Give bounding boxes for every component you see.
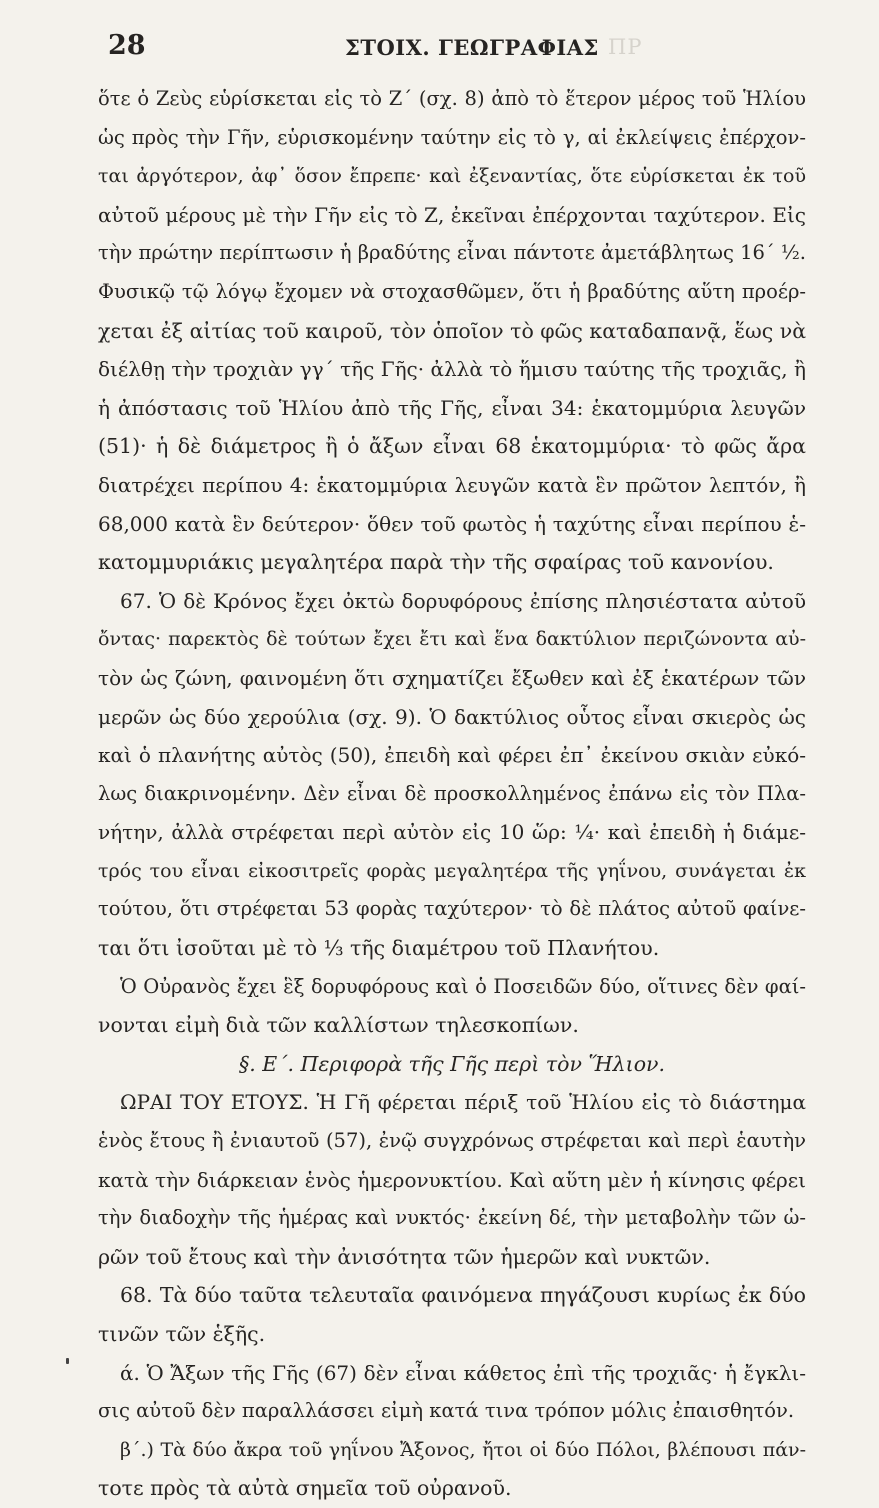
text-line: 67. Ὁ δὲ Κρόνος ἔχει ὀκτὼ δορυφόρους ἐπίσης πλησιέστατα αὐτοῦ [120, 588, 806, 613]
text-line: τούτου, ὅτι στρέφεται 53 φορὰς ταχύτερον· τὸ δὲ πλάτος αὐτοῦ φαίνε- [98, 897, 806, 921]
text-line: ἡ ἀπόστασις τοῦ Ἡλίου ἀπὸ τῆς Γῆς, εἶναι 34: ἑκατομμύρια λευγῶν [98, 395, 806, 420]
text-line: καὶ ὁ πλανήτης αὐτὸς (50), ἐπειδὴ καὶ φέρει ἐπ᾽ ἐκείνου σκιὰν εὐκό- [98, 743, 806, 768]
text-line: τὴν διαδοχὴν τῆς ἡμέρας καὶ νυκτός· ἐκείνη δέ, τὴν μεταβολὴν τῶν ὡ- [98, 1206, 806, 1230]
text-line: χεται ἐξ αἰτίας τοῦ καιροῦ, τὸν ὁποῖον τὸ φῶς καταδαπανᾷ, ἕως νὰ [98, 318, 806, 343]
text-line: τὴν πρώτην περίπτωσιν ἡ βραδύτης εἶναι πάντοτε ἀμετάβλητως 16΄ ½. [98, 241, 806, 265]
page-number: 28 [108, 30, 146, 61]
text-line: Ὁ Οὐρανὸς ἔχει ἓξ δορυφόρους καὶ ὁ Ποσειδῶν δύο, οἵτινες δὲν φαί- [120, 974, 806, 998]
text-line: τοτε πρὸς τὰ αὐτὰ σημεῖα τοῦ οὐρανοῦ. [98, 1476, 512, 1501]
text-line: ἑνὸς ἔτους ἢ ἐνιαυτοῦ (57), ἐνῷ συγχρόνως στρέφεται καὶ περὶ ἑαυτὴν [98, 1129, 806, 1153]
text-line: τινῶν τῶν ἑξῆς. [98, 1322, 266, 1346]
text-line: τὸν ὡς ζώνη, φαινομένη ὅτι σχηματίζει ἔξωθεν καὶ ἐξ ἑκατέρων τῶν [98, 665, 806, 690]
text-line: νήτην, ἀλλὰ στρέφεται περὶ αὐτὸν εἰς 10 ὥρ: ¼· καὶ ἐπειδὴ ἡ διάμε- [98, 820, 806, 845]
text-line: ὡς πρὸς τὴν Γῆν, εὑρισκομένην ταύτην εἰς τὸ γ, αἱ ἐκλείψεις ἐπέρχον- [98, 125, 806, 149]
text-line: 68,000 κατὰ ἓν δεύτερον· ὅθεν τοῦ φωτὸς ἡ ταχύτης εἶναι περίπου ἑ- [98, 511, 806, 536]
running-head [108, 28, 819, 68]
text-line: ά. Ὁ Ἄξων τῆς Γῆς (67) δὲν εἶναι κάθετος ἐπὶ τῆς τροχιᾶς· ἡ ἔγκλι- [120, 1360, 806, 1385]
text-line: λως διακρινομένην. Δὲν εἶναι δὲ προσκολλημένος ἐπάνω εἰς τὸν Πλα- [98, 781, 806, 805]
text-line: ται ὅτι ἰσοῦται μὲ τὸ ⅓ τῆς διαμέτρου τοῦ Πλανήτου. [98, 936, 660, 961]
text-line: νονται εἰμὴ διὰ τῶν καλλίστων τηλεσκοπίων. [98, 1013, 579, 1038]
text-line: β΄.) Τὰ δύο ἄκρα τοῦ γηΐνου Ἄξονος, ἤτοι οἱ δύο Πόλοι, βλέπουσι πάν- [120, 1438, 806, 1461]
text-line: 68. Τὰ δύο ταῦτα τελευταῖα φαινόμενα πηγάζουσι κυρίως ἐκ δύο [120, 1283, 806, 1308]
text-line: ὅτε ὁ Ζεὺς εὑρίσκεται εἰς τὸ Ζ΄ (σχ. 8) ἀπὸ τὸ ἕτερον μέρος τοῦ Ἡλίου [98, 87, 806, 110]
body-text [98, 80, 806, 1508]
text-line: κατὰ τὴν διάρκειαν ἑνὸς ἡμερονυκτίου. Καὶ αὕτη μὲν ἡ κίνησις φέρει [98, 1167, 806, 1192]
text-line: ρῶν τοῦ ἔτους καὶ τὴν ἀνισότητα τῶν ἡμερῶν καὶ νυκτῶν. [98, 1244, 711, 1269]
section-heading: §. Ε΄. Περιφορὰ τῆς Γῆς περὶ τὸν Ἥλιον. [238, 1051, 666, 1076]
text-line: Φυσικῷ τῷ λόγῳ ἔχομεν νὰ στοχασθῶμεν, ὅτι ἡ βραδύτης αὕτη προέρ- [98, 279, 806, 303]
text-line: διατρέχει περίπου 4: ἑκατομμύρια λευγῶν κατὰ ἓν πρῶτον λεπτόν, ἢ [98, 472, 806, 497]
text-line: διέλθῃ τὴν τροχιὰν γγ΄ τῆς Γῆς· ἀλλὰ τὸ ἥμισυ ταύτης τῆς τροχιᾶς, ἢ [98, 357, 806, 382]
text-line: αὐτοῦ μέρους μὲ τὴν Γῆν εἰς τὸ Ζ, ἐκεῖναι ἐπέρχονται ταχύτερον. Εἰς [98, 202, 806, 227]
bleed-through-text: ΠΡ [608, 35, 643, 59]
text-line: ται ἀργότερον, ἀφ᾽ ὅσον ἔπρεπε· καὶ ἐξεναντίας, ὅτε εὑρίσκεται ἐκ τοῦ [98, 165, 806, 188]
text-line: σις αὐτοῦ δὲν παραλλάσσει εἰμὴ κατά τινα τρόπον μόλις ἐπαισθητόν. [98, 1399, 795, 1423]
text-line: τρός του εἶναι εἰκοσιτρεῖς φορὰς μεγαλητέρα τῆς γηΐνου, συνάγεται ἐκ [98, 859, 806, 882]
text-line: ΩΡΑΙ ΤΟΥ ΕΤΟΥΣ. Ἡ Γῆ φέρεται πέριξ τοῦ Ἡλίου εἰς τὸ διάστημα [120, 1090, 806, 1115]
ink-speck [66, 1358, 69, 1364]
running-title: ΣΤΟΙΧ. ΓΕΩΓΡΑΦΙΑΣ [345, 35, 599, 60]
text-line: ὄντας· παρεκτὸς δὲ τούτων ἔχει ἔτι καὶ ἕνα δακτύλιον περιζώνοντα αὐ- [98, 628, 806, 651]
text-line: μερῶν ὡς δύο χερούλια (σχ. 9). Ὁ δακτύλιος οὗτος εἶναι σκιερὸς ὡς [98, 704, 806, 729]
text-line: κατομμυριάκις μεγαλητέρα παρὰ τὴν τῆς σφαίρας τοῦ κανονίου. [98, 550, 774, 575]
text-line: (51)· ἡ δὲ διάμετρος ἢ ὁ ἄξων εἶναι 68 ἑκατομμύρια· τὸ φῶς ἄρα [98, 434, 806, 459]
